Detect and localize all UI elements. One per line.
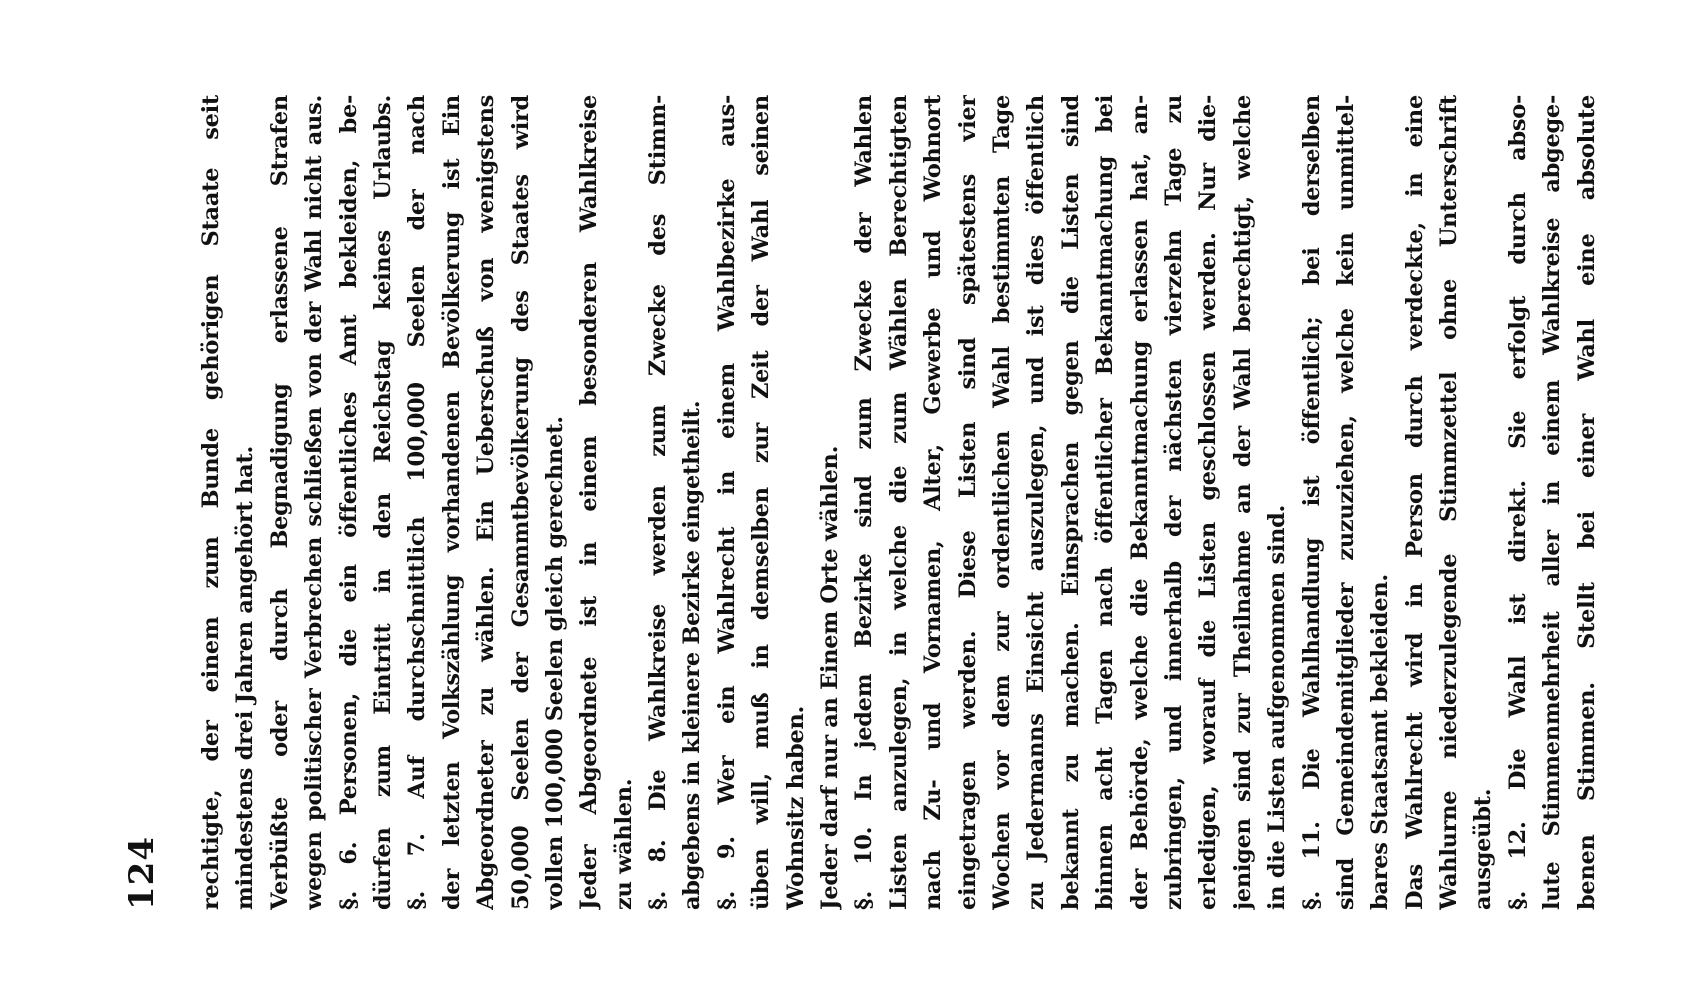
text-line: benen Stimmen. Stellt bei einer Wahl eine absolute [1573, 95, 1600, 910]
text-line: Wohnsitz haben. [782, 705, 809, 910]
text-line: zu wählen. [610, 778, 637, 910]
text-line: erledigen, worauf die Listen geschlossen werden. Nur die- [1195, 95, 1222, 910]
text-line: eingetragen werden. Diese Listen sind spätestens vier [954, 95, 981, 910]
text-line: §. 10. In jedem Bezirke sind zum Zwecke der Wahlen [851, 95, 878, 910]
text-line: zubringen, und innerhalb der nächsten vierzehn Tage zu [1160, 95, 1187, 910]
text-line: nach Zu- und Vornamen, Alter, Gewerbe und Wohnort [920, 95, 947, 910]
text-line: Jeder darf nur an Einem Orte wählen. [817, 445, 844, 910]
text-line: rechtigte, der einem zum Bunde gehörigen Staate seit [198, 95, 224, 910]
text-line: lute Stimmenmehrheit aller in einem Wahlkreise abgege- [1539, 95, 1566, 910]
text-line: Listen anzulegen, in welche die zum Wählen Berechtigten [885, 95, 912, 910]
text-line: dürfen zum Eintritt in den Reichstag keines Urlaubs. [369, 95, 396, 910]
text-line: abgebens in kleinere Bezirke eingetheilt. [679, 400, 706, 910]
text-line: Wochen vor dem zur ordentlichen Wahl bestimmten Tage [988, 95, 1015, 910]
text-line: zu Jedermanns Einsicht auszulegen, und ist dies öffentlich [1023, 95, 1050, 910]
text-line: bekannt zu machen. Einsprachen gegen die Listen sind [1057, 95, 1084, 910]
text-line: 50,000 Seelen der Gesammtbevölkerung des Staates wird [507, 95, 534, 910]
text-line: wegen politischer Verbrechen schließen von der Wahl nicht aus. [301, 95, 328, 910]
text-line: in die Listen aufgenommen sind. [1264, 504, 1291, 910]
text-line: §. 6. Personen, die ein öffentliches Amt bekleiden, be- [335, 95, 362, 910]
text-line: üben will, muß in demselben zur Zeit der Wahl seinen [748, 95, 775, 910]
text-line: Verbüßte oder durch Begnadigung erlassene Strafen [266, 95, 293, 910]
text-block [194, 95, 1604, 910]
text-line: Jeder Abgeordnete ist in einem besonderen Wahlkreise [576, 95, 603, 910]
page-number: 124 [122, 836, 162, 910]
text-line: der letzten Volkszählung vorhandenen Bevölkerung ist Ein [438, 95, 465, 910]
text-line: Wahlurne niederzulegende Stimmzettel ohne Unterschrift [1436, 95, 1463, 910]
text-line: der Behörde, welche die Bekanntmachung erlassen hat, an- [1126, 95, 1153, 910]
text-line: sind Gemeindemitglieder zuzuziehen, welche kein unmittel- [1332, 95, 1359, 910]
text-line: §. 8. Die Wahlkreise werden zum Zwecke des Stimm- [645, 95, 672, 910]
text-line: §. 9. Wer ein Wahlrecht in einem Wahlbezirke aus- [713, 95, 740, 910]
text-line: bares Staatsamt bekleiden. [1367, 574, 1394, 910]
text-line: §. 7. Auf durchschnittlich 100,000 Seelen der nach [404, 95, 431, 910]
text-line: jenigen sind zur Theilnahme an der Wahl berechtigt, welche [1229, 95, 1256, 910]
text-line: binnen acht Tagen nach öffentlicher Bekanntmachung bei [1092, 95, 1119, 910]
text-line: §. 12. Die Wahl ist direkt. Sie erfolgt durch abso- [1504, 95, 1531, 910]
text-line: ausgeübt. [1470, 788, 1497, 910]
text-line: Abgeordneter zu wählen. Ein Ueberschuß von wenigstens [473, 95, 500, 910]
text-line: mindestens drei Jahren angehört hat. [232, 445, 259, 910]
text-line: vollen 100,000 Seelen gleich gerechnet. [541, 416, 568, 910]
text-line: §. 11. Die Wahlhandlung ist öffentlich; bei derselben [1298, 95, 1325, 910]
text-line: Das Wahlrecht wird in Person durch verdeckte, in eine [1401, 95, 1428, 910]
